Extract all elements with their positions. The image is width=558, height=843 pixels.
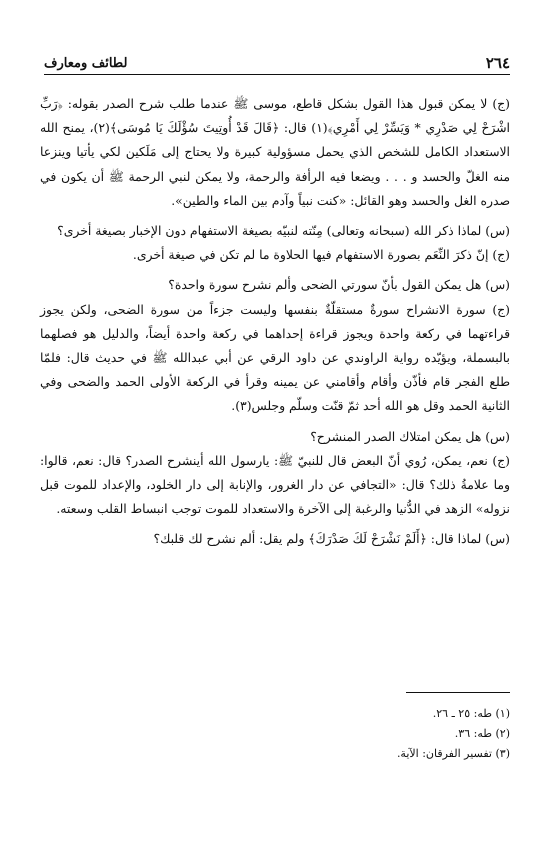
- answer-paragraph: (ج) سورة الانشراح سورةٌ مستقلّةٌ بنفسها وليست جزءاً من سورة الضحى، ولكن يجوز قراءتهما في ركعة واحدة ويجوز قراءة إحداهما في ركعة واحدة أيضاً، والدليل هو فصلهما بالبسملة، ويؤيّده رواية الراوندي عن داود الرقي عن أبي عبدالله ﷺ في حديث قال: فلمّا طلع الفجر قام فأذّن وأقام وأقامني عن يمينه وقرأ في الركعة الأولى الحمد والضحى وفي الثانية الحمد وقل هو الله أحد ثمّ قنّت وسلّم وجلس(٣).: [40, 301, 510, 414]
- page-header: [44, 52, 510, 75]
- footnote: (٢) طه: ٣٦.: [454, 727, 510, 740]
- question-paragraph: (س) لماذا ذكر الله (سبحانه وتعالى) مِنّته لنبيّه بصيغة الاستفهام دون الإخبار بصيغة أخرى؟: [57, 223, 510, 239]
- page-number: ٢٦٤: [485, 54, 510, 72]
- footnote: (٣) تفسير الفرقان: الآية.: [396, 747, 510, 760]
- question-paragraph: (س) هل يمكن امتلاك الصدر المنشرح؟: [310, 428, 510, 444]
- main-text: [40, 92, 510, 552]
- footnotes: [210, 704, 510, 764]
- question-paragraph: (س) هل يمكن القول بأنّ سورتي الضحى وألم نشرح سورة واحدة؟: [168, 277, 510, 293]
- answer-paragraph: (ج) نعم، يمكن، رُوي أنّ البعض قال للنبيّ ﷺ: يارسول الله أينشرح الصدر؟ قال: نعم، قالوا: وما علامةُ ذلك؟ قال: «التجافي عن دار الغرور، والإنابة إلى دار الخلود، والإعداد للموت قبل نزوله» الزهد في الدُّنيا والرغبة إلى الآخرة والاستعداد للموت توجب انبساط القلب وسعته.: [40, 452, 510, 517]
- footnote-separator: [406, 692, 510, 693]
- answer-paragraph: (ج) إنّ ذكرَ النِّعَم بصورة الاستفهام فيها الحلاوة ما لم تكن في صيغة أخرى.: [132, 247, 510, 263]
- running-title: لطائف ومعارف: [44, 56, 128, 71]
- footnote: (١) طه: ٢٥ ـ ٢٦.: [432, 707, 510, 720]
- answer-paragraph: (ج) لا يمكن قبول هذا القول بشكل قاطع، موسى ﷺ عندما طلب شرح الصدر بقوله: ﴿رَبِّ اشْرَحْ لِي صَدْرِي * وَيَسِّرْ لِي أَمْرِي﴾(١) قال: ﴿قَالَ قَدْ أُوتِيتَ سُؤْلَكَ يَا مُوسَى﴾(٢)، يمنح الله الاستعداد الكامل للشخص الذي يحمل مسؤولية كبيرة ولا يحتاج إلى مَلَكين لكي يأتيا وينزعا منه الغلّ والحسد و . . . ويضعا فيه الرأفة والرحمة، ولا يمكن لنبي الرحمة ﷺ أن يكون في صدره الغل والحسد وهو القائل: «كنت نبياً وآدم بين الماء والطين».: [40, 96, 510, 208]
- question-paragraph: (س) لماذا قال: ﴿أَلَمْ نَشْرَحْ لَكَ صَدْرَكَ﴾ ولم يقل: ألم نشرح لك قلبك؟: [153, 531, 510, 547]
